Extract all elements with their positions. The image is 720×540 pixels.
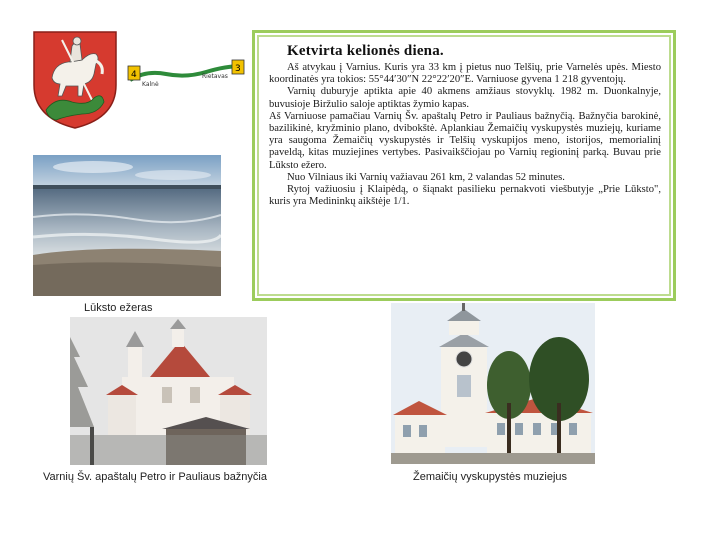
lake-photo: [33, 155, 221, 296]
highway-route-sign-icon: [126, 58, 246, 88]
travel-diary-textbox: [252, 30, 676, 301]
road-sign-number-right: 3: [235, 64, 241, 74]
diary-paragraph: Aš atvykau į Varnius. Kuris yra 33 km į pietus nuo Telšių, prie Varnelės upės. Miesto koordinatės yra tokios: 55°44′30″N 22°22′20″E. Varniuose gyvena 1 218 gyventojų.: [269, 62, 661, 86]
road-sign-number-left: 4: [131, 70, 137, 80]
road-sign-town-right: Rietavas: [202, 73, 228, 80]
diary-paragraph: Aš Varniuose pamačiau Varnių Šv. apaštalų Petro ir Pauliaus bažnyčią. Bažnyčia barokinė, bazilikinė, kryžminio plano, dvibokštė. Aplankiau Žemaičių vyskupystės muziejų, kuriame yra saugoma Žemaičių vyskupystės ir Telšių vyskupijos meno, istorijos, memorialinį paveldą, kitas muziejines vertybes. Pasivaikščiojau po Varnių regioninį parką. Buvau prie Lūksto ežero.: [269, 110, 661, 171]
museum-caption: Žemaičių vyskupystės muziejus: [413, 471, 568, 483]
coat-of-arms-image: [32, 30, 118, 130]
road-sign-image: [126, 58, 246, 88]
diary-paragraph: Varnių duburyje aptikta apie 40 akmens amžiaus stovyklų. 1982 m. Duonkalnyje, buvusioje Biržulio saloje aptiktas žymio kapas.: [269, 86, 661, 110]
coat-of-arms-icon: [32, 30, 118, 130]
road-sign-town-left: Kalnė: [142, 81, 159, 88]
church-photo: [70, 317, 267, 465]
diary-paragraph: Rytoj važiuosiu į Klaipėdą, o šiąnakt pasilieku pernakvoti viešbutyje „Prie Lūksto", kuris yra Medininkų aikštėje 1/1.: [269, 184, 661, 208]
lake-caption: Lūksto ežeras: [84, 302, 153, 314]
diary-paragraph: Nuo Vilniaus iki Varnių važiavau 261 km, 2 valandas 52 minutes.: [287, 171, 565, 183]
museum-photo: [391, 303, 595, 464]
church-caption: Varnių Šv. apaštalų Petro ir Pauliaus bažnyčia: [43, 471, 267, 483]
diary-title: Ketvirta kelionės diena.: [287, 43, 444, 59]
